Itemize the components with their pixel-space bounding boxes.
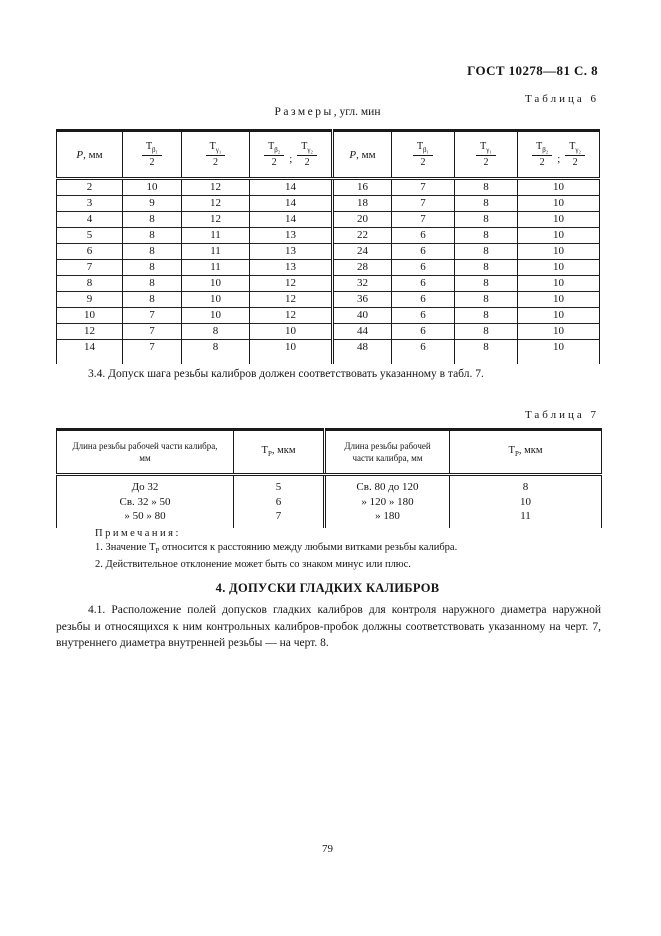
notes-block [95, 527, 573, 572]
table-row [57, 179, 600, 196]
table-row [57, 196, 600, 212]
table-cell: 8 [123, 228, 182, 244]
table6 [56, 129, 600, 364]
table-cell: 10 [518, 340, 600, 356]
table-line: 5 [275, 481, 282, 493]
semicolon-separator: ; [289, 152, 293, 165]
fraction-t-gamma2 [565, 141, 585, 169]
fraction-numerator: $Т_{\beta_1}$ [413, 141, 433, 156]
table-line: 11 [520, 510, 531, 522]
table7-header-length-right: Длина резьбы рабочей части калибра, мм [325, 430, 450, 475]
table-cell: 12 [250, 292, 333, 308]
table-cell: 22 [333, 228, 392, 244]
table-cell: 6 [392, 260, 455, 276]
table-line: » 180 [375, 510, 400, 522]
fraction-t-beta2 [264, 141, 284, 169]
table-line: » 120 » 180 [361, 495, 414, 508]
table6-header-tgamma1-left [182, 131, 250, 179]
fraction-denominator: 2 [539, 156, 545, 168]
table-cell: 10 [182, 276, 250, 292]
table-row [57, 244, 600, 260]
table-row [57, 260, 600, 276]
table-cell: 24 [333, 244, 392, 260]
fraction-denominator: 2 [271, 156, 277, 168]
fraction-denominator: 2 [213, 156, 218, 168]
table-cell: 13 [250, 228, 333, 244]
table7-header-row [57, 430, 602, 475]
table-cell: 8 [123, 276, 182, 292]
table-cell: 6 [392, 244, 455, 260]
table-cell: 14 [250, 196, 333, 212]
table-cell: 7 [392, 212, 455, 228]
table-cell: 6 [392, 340, 455, 356]
table-cell: 10 [182, 292, 250, 308]
table-cell: 7 [123, 324, 182, 340]
caption-units: , угл. мин [333, 106, 381, 118]
table-cell: 12 [57, 324, 123, 340]
table-cell: 11 [182, 228, 250, 244]
table-cell: 10 [518, 292, 600, 308]
table-cell: 4 [57, 212, 123, 228]
table-cell: 8 [455, 228, 518, 244]
table-cell: 11 [182, 260, 250, 276]
table-cell: 6 [392, 292, 455, 308]
caption-word: Размеры [274, 106, 334, 118]
table-cell: 8 [455, 196, 518, 212]
table-cell: 6 [392, 308, 455, 324]
table-cell: 8 [455, 340, 518, 356]
table-cell: 12 [250, 308, 333, 324]
fraction-numerator: $Т_{\beta_2}$ [532, 141, 552, 156]
table6-header-p-right: P, мм [333, 131, 392, 179]
table6-header-tbeta1-right [392, 131, 455, 179]
table-cell: 10 [123, 179, 182, 196]
table6-label: Таблица 6 [524, 93, 599, 105]
table6-header-row [57, 131, 600, 179]
table-cell: 11 [182, 244, 250, 260]
table-cell: 10 [250, 324, 333, 340]
table-cell: 6 [392, 276, 455, 292]
table-cell: 8 [455, 260, 518, 276]
table-cell: 7 [392, 196, 455, 212]
fraction-denominator: 2 [483, 156, 489, 168]
table-cell: 44 [333, 324, 392, 340]
table-cell: 8 [182, 324, 250, 340]
table-row [57, 324, 600, 340]
table-line: » 50 » 80 [124, 510, 166, 522]
fraction-numerator: $Т_{\beta_1}$ [142, 141, 162, 156]
table7-cell-tp-right [450, 475, 602, 529]
table-cell: 8 [123, 244, 182, 260]
table-cell: 10 [518, 244, 600, 260]
table-cell: 40 [333, 308, 392, 324]
page-number: 79 [322, 843, 333, 855]
table-cell: 10 [518, 276, 600, 292]
table6-header-tbeta2-tgamma2-left [250, 131, 333, 179]
paragraph-3-4: 3.4. Допуск шага резьбы калибров должен соответствовать указанному в табл. 7. [88, 368, 484, 380]
table-cell: 13 [250, 260, 333, 276]
table7-header-tp-right: $Т_Р$, мкм [450, 430, 602, 475]
table-cell: 8 [455, 308, 518, 324]
table-cell: 14 [57, 340, 123, 356]
table-cell: 6 [57, 244, 123, 260]
table7-header-tp-left: $Т_Р$, мкм [234, 430, 325, 475]
table-line: 7 [275, 510, 282, 522]
table-line: До 32 [131, 481, 159, 493]
table-cell: 14 [250, 179, 333, 196]
table-cell: 36 [333, 292, 392, 308]
table7-data-row [57, 475, 602, 529]
table-cell: 8 [123, 292, 182, 308]
table-cell: 32 [333, 276, 392, 292]
note-2: 2. Действительное отклонение может быть со знаком минус или плюс. [95, 559, 411, 571]
fraction-t-beta2 [532, 141, 552, 169]
table-cell: 12 [182, 179, 250, 196]
table-cell: 3 [57, 196, 123, 212]
table-stub-row [57, 355, 600, 364]
table7-cell-tp-left [234, 475, 325, 529]
table-cell: 10 [518, 324, 600, 340]
table-cell: 16 [333, 179, 392, 196]
table7-cell-length-right [325, 475, 450, 529]
table-line: Св. 32 » 50 [119, 495, 171, 508]
table6-caption [56, 106, 599, 118]
table-cell: 10 [518, 196, 600, 212]
table-cell: 8 [455, 179, 518, 196]
table7 [56, 428, 602, 528]
table-row [57, 308, 600, 324]
table-cell: 7 [123, 340, 182, 356]
doc-title: ГОСТ 10278—81 С. 8 [467, 63, 598, 78]
fraction-numerator: $Т_{\gamma_2}$ [297, 141, 317, 156]
note-1: 1. Значение $Т_Р$ относится к расстоянию между любыми витками резьбы калибра. [95, 541, 458, 555]
table6-stub [57, 355, 600, 364]
table-cell: 8 [57, 276, 123, 292]
table-cell: 8 [455, 212, 518, 228]
fraction-t-gamma2 [297, 141, 317, 169]
table-cell: 14 [250, 212, 333, 228]
table-cell: 7 [123, 308, 182, 324]
table-cell: 7 [392, 179, 455, 196]
table6-body [57, 179, 600, 356]
table-row [57, 340, 600, 356]
fraction-t-beta1 [142, 141, 162, 169]
table-cell: 8 [123, 260, 182, 276]
table-cell: 48 [333, 340, 392, 356]
fraction-numerator: $Т_{\beta_2}$ [264, 141, 284, 156]
notes-title: Примечания: [95, 528, 181, 539]
fraction-numerator: $Т_{\gamma_1}$ [206, 141, 226, 156]
semicolon-separator: ; [557, 152, 561, 165]
table-cell: 8 [455, 292, 518, 308]
table-cell: 13 [250, 244, 333, 260]
fraction-pair [251, 141, 330, 169]
table-cell: 5 [57, 228, 123, 244]
table-cell: 12 [182, 212, 250, 228]
table-cell: 10 [57, 308, 123, 324]
table-cell: 10 [518, 228, 600, 244]
section-4-heading: 4. ДОПУСКИ ГЛАДКИХ КАЛИБРОВ [215, 581, 440, 595]
table-cell: 10 [518, 179, 600, 196]
fraction-numerator: $Т_{\gamma_1}$ [476, 141, 496, 156]
table7-body [57, 475, 602, 529]
table-cell: 8 [182, 340, 250, 356]
table-cell: 10 [518, 308, 600, 324]
fraction-denominator: 2 [149, 156, 155, 168]
table-row [57, 228, 600, 244]
fraction-pair [519, 141, 598, 169]
table-cell: 10 [250, 340, 333, 356]
paragraph-4-1: 4.1. Расположение полей допусков гладких калибров для контроля наружного диаметра наружной резьбы и относящихся к ним контрольных калибров-пробок должны соответствовать указанному на черт. 7, внутреннего диаметра внутренней резьбы — на черт. 8. [56, 604, 601, 649]
fraction-denominator: 2 [572, 156, 578, 168]
table6-header-p-left: P, мм [57, 131, 123, 179]
table-cell: 18 [333, 196, 392, 212]
table-cell: 10 [518, 260, 600, 276]
fraction-t-beta1 [413, 141, 433, 169]
table-row [57, 276, 600, 292]
table-cell: 8 [455, 244, 518, 260]
table6-header-tgamma1-right [455, 131, 518, 179]
table-cell: 7 [57, 260, 123, 276]
fraction-denominator: 2 [304, 156, 310, 168]
fraction-denominator: 2 [420, 156, 426, 168]
table-cell: 6 [392, 324, 455, 340]
table-cell: 12 [250, 276, 333, 292]
table-cell: 20 [333, 212, 392, 228]
table-cell: 10 [182, 308, 250, 324]
table-row [57, 212, 600, 228]
table6-header-tbeta1-left [123, 131, 182, 179]
fraction-numerator: $Т_{\gamma_2}$ [565, 141, 585, 156]
table-cell: 28 [333, 260, 392, 276]
table-cell: 8 [455, 276, 518, 292]
table-line: 8 [522, 481, 529, 493]
table-cell: 12 [182, 196, 250, 212]
table6-header-tbeta2-tgamma2-right [518, 131, 600, 179]
fraction-t-gamma1 [206, 141, 226, 169]
table7-cell-length-left [57, 475, 234, 529]
table7-header-length-left: Длина резьбы рабочей части калибра, мм [57, 430, 234, 475]
table-row [57, 292, 600, 308]
table-cell: 2 [57, 179, 123, 196]
table-cell: 9 [123, 196, 182, 212]
table-cell: 6 [392, 228, 455, 244]
fraction-t-gamma1 [476, 141, 496, 169]
table-line: 6 [275, 495, 282, 508]
table-cell: 8 [123, 212, 182, 228]
table7-label: Таблица 7 [524, 409, 599, 421]
table-line: Св. 80 до 120 [356, 481, 419, 493]
table-cell: 9 [57, 292, 123, 308]
table-cell: 8 [455, 324, 518, 340]
table-cell: 10 [518, 212, 600, 228]
table-line: 10 [520, 495, 531, 508]
